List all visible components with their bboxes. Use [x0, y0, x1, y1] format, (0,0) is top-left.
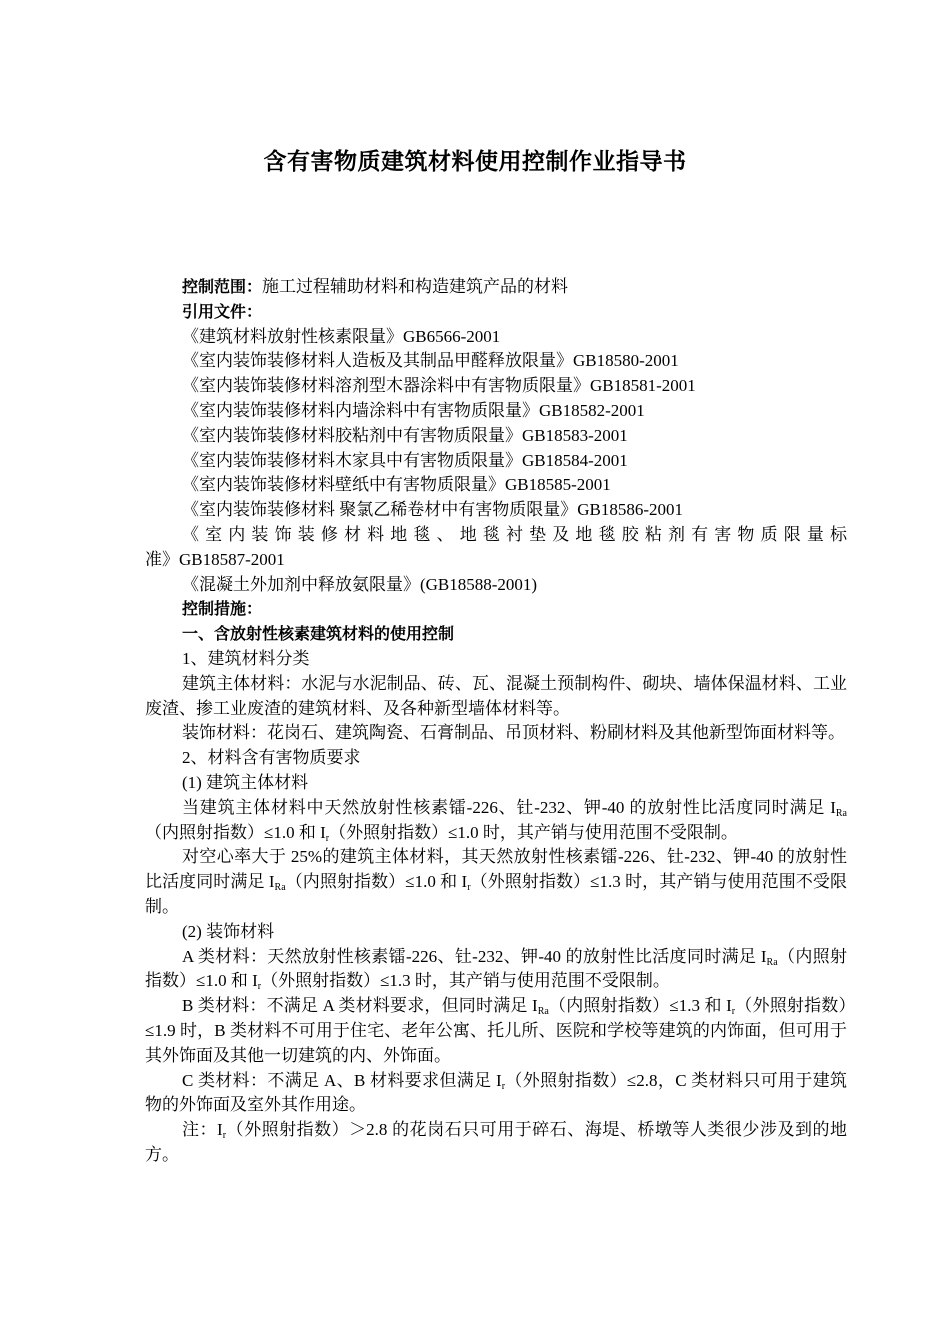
note-paragraph — [145, 1118, 847, 1168]
subscript: Ra — [274, 882, 286, 894]
ref-item: 《室内装饰装修材料内墙涂料中有害物质限量》GB18582-2001 — [182, 400, 645, 420]
subscript: Ra — [835, 807, 847, 819]
subsection-heading: 2、材料含有害物质要求 — [182, 748, 361, 768]
section1-heading: 一、含放射性核素建筑材料的使用控制 — [182, 624, 455, 644]
text-run: 注：I — [182, 1120, 223, 1140]
subscript: r — [222, 1130, 227, 1142]
ref-item: 《室内装饰装修材料地毯、地毯衬垫及地毯胶粘剂有害物质限量标 — [182, 524, 847, 544]
class-a-paragraph — [145, 945, 847, 995]
text-run: 对空心率大于 25%的建筑主体材料，其天然放射性核素镭-226、钍-232、钾-40 的放射性比活度同时满足 I — [145, 847, 847, 892]
subscript: r — [501, 1080, 506, 1092]
measures-label: 控制措施： — [182, 599, 263, 619]
text-run: （内照射指数）≤1.3 和 I — [548, 996, 732, 1016]
subscript: r — [257, 981, 262, 993]
refs-label-line — [145, 300, 847, 325]
text-run: （内照射指数）≤1.0 和 I — [145, 822, 326, 842]
ref-item: 《室内装饰装修材料壁纸中有害物质限量》GB18585-2001 — [182, 475, 611, 495]
subsection-heading: (2) 装饰材料 — [182, 921, 275, 941]
subscript: r — [325, 832, 330, 844]
document-body — [145, 275, 847, 1168]
subscript: Ra — [537, 1006, 549, 1018]
text-run: B 类材料：不满足 A 类材料要求，但同时满足 I — [182, 996, 538, 1016]
text-run: （外照射指数）≤2.8，C 类材料只可用于建筑物的外饰面及室外其作用途。 — [145, 1070, 847, 1115]
section-heading — [145, 622, 847, 647]
text-run: （外照射指数）≤1.3 时，其产销与使用范围不受限制。 — [261, 971, 670, 991]
subscript: r — [467, 882, 471, 894]
subsection-heading: (1) 建筑主体材料 — [182, 772, 309, 792]
ref-item: 《建筑材料放射性核素限量》GB6566-2001 — [182, 326, 501, 346]
text-run: 当建筑主体材料中天然放射性核素镭-226、钍-232、钾-40 的放射性比活度同时满足 I — [182, 797, 836, 817]
ref-item-continued: 准》GB18587-2001 — [145, 549, 285, 569]
ref-item: 《室内装饰装修材料胶粘剂中有害物质限量》GB18583-2001 — [182, 425, 628, 445]
text-run: （外照射指数）≤1.0 时，其产销与使用范围不受限制。 — [329, 822, 738, 842]
text-run: （外照射指数）＞2.8 的花岗石只可用于碎石、海堤、桥墩等人类很少涉及到的地方。 — [145, 1120, 848, 1164]
measures-line — [145, 597, 847, 622]
main-material-rule-1 — [145, 796, 847, 846]
ref-item: 《混凝土外加剂中释放氨限量》(GB18588-2001) — [182, 574, 538, 594]
main-material-paragraph: 建筑主体材料：水泥与水泥制品、砖、瓦、混凝土预制构件、砌块、墙体保温材料、工业废渣、掺工业废渣的建筑材料、及各种新型墙体材料等。 — [145, 673, 847, 718]
class-b-paragraph — [145, 994, 847, 1068]
subscript: r — [731, 1006, 736, 1018]
text-run: （内照射指数）≤1.0 和 I — [285, 872, 468, 892]
document-title: 含有害物质建筑材料使用控制作业指导书 — [263, 149, 687, 175]
text-run: （外照射指数）≤1.9 时，B 类材料不可用于住宅、老年公寓、托儿所、医院和学校等建筑的内饰面，但可用于其外饰面及其他一切建筑的内、外饰面。 — [145, 996, 848, 1065]
ref-item: 《室内装饰装修材料木家具中有害物质限量》GB18584-2001 — [182, 450, 628, 470]
deco-material-paragraph: 装饰材料：花岗石、建筑陶瓷、石膏制品、吊顶材料、粉刷材料及其他新型饰面材料等。 — [182, 723, 845, 743]
refs-label: 引用文件： — [182, 301, 263, 321]
main-material-rule-2 — [145, 845, 847, 919]
ref-item: 《室内装饰装修材料人造板及其制品甲醛释放限量》GB18580-2001 — [182, 351, 679, 371]
ref-item: 《室内装饰装修材料溶剂型木器涂料中有害物质限量》GB18581-2001 — [182, 376, 696, 396]
text-run: C 类材料：不满足 A、B 材料要求但满足 I — [182, 1070, 502, 1090]
text-run: （内照射指数）≤1.0 和 I — [145, 946, 848, 991]
scope-line — [145, 275, 847, 300]
text-run: （外照射指数）≤1.3 时，其产销与使用范围不受限制。 — [145, 872, 847, 916]
subsection-heading: 1、建筑材料分类 — [182, 648, 310, 668]
subscript: Ra — [766, 956, 778, 968]
scope-label: 控制范围： — [182, 277, 263, 296]
ref-item: 《室内装饰装修材料 聚氯乙稀卷材中有害物质限量》GB18586-2001 — [182, 500, 684, 520]
class-c-paragraph — [145, 1069, 847, 1119]
scope-text: 施工过程辅助材料和构造建筑产品的材料 — [262, 277, 569, 296]
text-run: A 类材料：天然放射性核素镭-226、钍-232、钾-40 的放射性比活度同时满足 I — [182, 946, 767, 966]
